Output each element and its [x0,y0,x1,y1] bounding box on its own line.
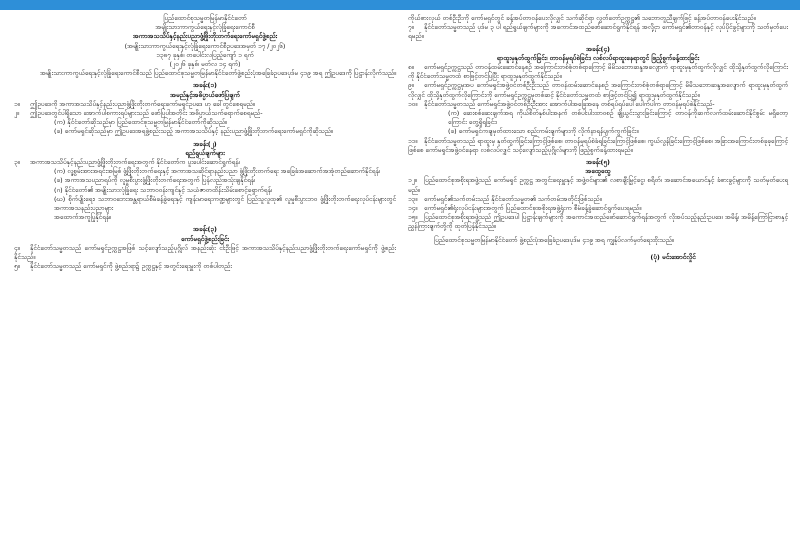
clause-number: ၁၀။ [408,99,418,108]
left-column [14,14,396,271]
chapter-3-heading: အခန်း(၃) [193,225,217,234]
clause-number: ၁။ [14,99,20,108]
clause-9: ၁၀။ နိုင်ငံတော်သမ္မတသည် ကော်မရှင်အဖွဲ့ဝင်တစ်ဦးဦးအား အောက်ပါအခြေအနေ တစ်ရပ်ရပ်ပေါ်ပေါက်ပါက တာဝန်မှရပ်စဲနိုင်သည်- [408,99,715,108]
clause-7: ၈။ ကော်မရှင်ဥက္ကဋ္ဌသည် တာဝန်ထမ်းဆောင်နေစဉ် အကြောင်းတစ်စုံတစ်ရာကြောင့် မိမိသဘောဆန္ဒအလျောက် ရာထူးမှနုတ်ထွက်လိုလျှင် ထိုသို့နုတ်ထွက်လိုကြောင်းကို နိုင်ငံတော်သမ္မတထံ စာဖြင့်တင်ပြပြီး ရာထူးမှနုတ်ထွက်နိုင်သည်။ [408,63,788,81]
chapter-5-subtitle: အထွေထွေ [585,167,611,176]
clause-4: ၄။ နိုင်ငံတော်သမ္မတသည် ကော်မရှင်ဥက္ကဋ္ဌအဖြစ် သင့်လျော်သည့်ပုဂ္ဂိုလ် အနည်းဆုံး ငါးဦးဖြင့် အကာအသသိပ်နှင့်နည်းပညာဖွံ့ဖြိုးတိုးတက်ရေးကော်မရှင်ကို ဖွဲ့စည်းနိုင်သည်။ [14,243,396,262]
clause-6: ၇။ နိုင်ငံတော်သမ္မတသည် ပုဒ်မ ၃ ပါ ရည်ရွယ်ချက်များကို အကောင်အထည်ဖော်ဆောင်ရွက်နိုင်ရန် အလို့ငှာ ကော်မရှင်၏တာဝန်နှင့် လုပ်ပိုင်ခွင့်များကို သတ်မှတ်ပေးရမည်။ [408,23,788,41]
clause-12: ၁၃။ ကော်မရှင်၏သက်တမ်းသည် နိုင်ငံတော်သမ္မတ၏ သက်တမ်းအတိုင်းဖြစ်သည်။ [408,194,602,203]
issuer-line-2: အမျိုးသားကာကွယ်ရေးနှင့်လုံခြုံရေးကောင်စီ [155,23,255,32]
clause-10: ၁၁။ နိုင်ငံတော်သမ္မတသည် ရာထူးမှ နုတ်ထွက်ခြင်းကြောင့်ဖြစ်စေ၊ တာဝန်မှရပ်စဲခံရခြင်းကြောင့်ဖြစ်စေ၊ ကွယ်လွန်ခြင်းကြောင့်ဖြစ်စေ၊ အခြားအကြောင်းတစ်ခုခုကြောင့်ဖြစ်စေ ကော်မရှင်အဖွဲ့ဝင်နေရာ လစ်လပ်လျှင် သင့်လျော်သည့်ပုဂ္ဂိုလ်များကို ဖြည့်စွက်ခန့်ထားရမည်။ [408,136,788,154]
chapter-1-heading: အခန်း(၁) [193,81,217,90]
clause-number: ၁၅။ [408,213,418,222]
document-title: အကာအသသိပ်နှင့်နည်းပညာဖွံ့ဖြိုးတိုးတက်ရေးကော်မရှင်ဖွဲ့စည်း [132,32,278,41]
clause-number: ၅။ [14,262,20,271]
clause-number: ၉။ [408,81,414,90]
clause-11: ၁၂။ ပြည်ထောင်စုအစိုးရအဖွဲ့သည် ကော်မရှင် ဥက္ကဋ္ဌ အတွင်းရေးမှူးနှင့် အဖွဲ့ဝင်များ၏ လစာချီးမြှင့်ငွေ၊ စရိတ်၊ အဆောင်အယောင်နှင့် ခံစားခွင့်များကို သတ်မှတ်ပေးရမည်။ [408,176,788,194]
clause-5: ၅။ နိုင်ငံတော်သမ္မတသည် ကော်မရှင်ကို ဖွဲ့စည်းရာ၌ ဥက္ကဋ္ဌနှင့် အတွင်းရေးမှူးကို တစ်ပါတည်း [14,262,232,271]
chapter-3-subtitle: ကော်မရှင်ဖွဲ့စည်းခြင်း [180,234,230,243]
chapter-2-subtitle: ရည်ရွယ်ချက်များ [185,148,225,157]
sub-clause-a: (က) နိုင်ငံတော်ဆိုသည်မှာ ပြည်ထောင်စုသမ္မတမြန်မာနိုင်ငံတော်ကိုဆိုသည်။ [54,118,227,127]
clause-number: ၂။ [14,109,20,118]
preamble: အမျိုးသားကာကွယ်ရေးနှင့်လုံခြုံရေးကောင်စီသည် ပြည်ထောင်စုသမ္မတမြန်မာနိုင်ငံတော်ဖွဲ့စည်းပုံအခြေခံဥပဒေပုဒ်မ ၄၁၉ အရ ဤဥပဒေကို ပြဋ္ဌာန်းလိုက်သည်။ [40,69,397,78]
clause-2: ၂။ ဤဥပဒေတွင်ပါရှိသော အောက်ပါစကားရပ်များသည် ဖော်ပြပါအတိုင်း အဓိပ္ပာယ်သက်ရောက်စေရမည်- [14,109,263,118]
top-color-bar [0,0,800,10]
continued-text: ကိုယ်စားလှယ် တစ်ဦးဦးကို ကော်မရှင်တွင် ခန့်အပ်တာဝန်ပေးလိုလျှင် သက်ဆိုင်ရာ လွှတ်တော်ဥက္ကဋ္ဌ၏ သဘောတူညီချက်ဖြင့် ခန့်အပ်တာဝန်ပေးနိုင်သည်။ [408,14,756,22]
clause-number: ၁၃။ [408,194,418,203]
date-line: ၁၃၈၇ ခုနှစ်၊ တပေါင်းလပြည့်ကျော် ၁ ရက် [156,50,254,59]
sub-clause-a: (က) လူ့စွမ်းအားအရင်းအမြစ် ဖွံ့ဖြိုးတိုးတက်ရေးနှင့် အကာအသဆိုင်ရာနည်းပညာ ဖွံ့ဖြိုးတိုးတက်ရေး အခြေခံအဆောက်အအုံတည်ဆောက်နိုင်ရန်၊ [54,167,380,176]
chapter-4-heading: အခန်း(၄) [586,44,610,53]
clause-number: ၇။ [408,23,414,32]
clause-number: ၃။ [14,158,20,167]
sub-clause-b: (ခ) ကော်မရှင်ကချမှတ်ထားသော စည်းကမ်းချက်များကို လိုက်နာရန်ပျက်ကွက်ခြင်း။ [448,127,639,136]
sub-clause-d: (ဃ) စိုက်ပျိုးရေး၊ သဘာဝဘေးအန္တရာယ်စီမံခန့်ခွဲရေးနှင့် ကျန်းမာရေးကဏ္ဍများတွင် ပြည်သူလူထု၏ လူမှုစီးပွားဘဝ ဖွံ့ဖြိုးတိုးတက်ရေးလုပ်ငန်းများတွင် အကာအသနည်းပညာများ [54,194,396,213]
sub-clause-e: အထောက်အကူပြုနိုင်ရန်။ [54,213,111,222]
right-column [408,14,788,262]
closing-statement: ပြည်ထောင်စုသမ္မတမြန်မာနိုင်ငံတော် ဖွဲ့စည်းပုံအခြေခံဥပဒေပုဒ်မ ၄၁၉ အရ ကျွန်ုပ်လက်မှတ်ရေးထိုးသည်။ [434,235,674,244]
clause-13: ၁၄။ ကော်မရှင်၏ရုံးလုပ်ငန်းများအတွက် ပြည်ထောင်စုအစိုးရအဖွဲ့ရုံးက စီမံခန့်ခွဲဆောင်ရွက်ပေးရမည်။ [408,204,642,213]
date-line-2: (၂၀၂၆ ခုနှစ်၊ မတ်လ ၁၄ ရက်) [169,60,241,69]
clause-number: ၈။ [408,63,414,72]
chapter-5-heading: အခန်း(၅) [586,158,610,167]
notification-number: (အမျိုးသားကာကွယ်ရေးနှင့်လုံခြုံရေးကောင်စီဥပဒေအမှတ် ၁၇ /၂၀၂၆) [124,41,286,50]
signatory-name: (ပုံ) မင်းအောင်လှိုင် [650,252,696,261]
chapter-1-subtitle: အမည်နှင့်အဓိပ္ပာယ်ဖော်ပြချက် [170,90,240,99]
chapter-4-subtitle: ရာထူးမှနုတ်ထွက်ခြင်း၊ တာဝန်မှရပ်စဲခြင်း၊ လစ်လပ်ရာထူးနေရာတွင် ဖြည့်စွက်ခန့်ထားခြင်း [496,53,700,62]
clause-number: ၄။ [14,243,20,252]
sub-clause-b: (ခ) အကာအသပညာရပ်ကို လူမှုစီးပွားဖွံ့ဖြိုးတိုးတက်ရေးအတွက် ပြန်လည်အသုံးချနိုင်ရန်၊ [54,176,255,185]
clause-3: ၃။ အကာအသသိပ်နှင့်နည်းပညာဖွံ့ဖြိုးတိုးတက်ရေးအတွက် နိုင်ငံတော်က ပူးပေါင်းဆောင်ရွက်ရန်၊ [14,158,240,167]
clause-number: ၁၄။ [408,204,418,213]
sub-clause-c: (ဂ) နိုင်ငံတော်၏ အမျိုးသားလုံခြုံရေး သဘာဝဝန်းကျင်နှင့် သယံဇာတထိန်းသိမ်းစောင့်ရှောက်ရန်၊ [54,185,272,194]
clause-14: ၁၅။ ပြည်ထောင်စုအစိုးရအဖွဲ့သည် ဤဥပဒေပါ ပြဋ္ဌာန်းချက်များကို အကောင်အထည်ဖော်ဆောင်ရွက်ရန်အတွက် လိုအပ်သည့်နည်းဥပဒေ၊ အမိန့်၊ အမိန့်ကြော်ငြာစာနှင့် ညွှန်ကြားချက်တို့ကို ထုတ်ပြန်နိုင်သည်။ [408,213,788,231]
sub-clause-b: (ခ) ကော်မရှင်ဆိုသည်မှာ ဤဥပဒေအရဖွဲ့စည်းသည့် အကာအသသိပ်နှင့် နည်းပညာဖွံ့ဖြိုးတိုးတက်ရေးကော်မရှင်ကိုဆိုသည်။ [54,127,333,136]
clause-number: ၁၂။ [408,176,417,185]
chapter-2-heading: အခန်း(၂) [193,139,217,148]
clause-number: ၁၁။ [408,136,418,145]
clause-1: ၁။ ဤဥပဒေကို အကာအသသိပ်နှင့်နည်းပညာဖွံ့ဖြိုးတိုးတက်ရေးကော်မရှင်ဥပဒေ ဟု ခေါ်တွင်စေရမည်။ [14,99,255,108]
issuer-line-1: ပြည်ထောင်စုသမ္မတမြန်မာနိုင်ငံတော် [163,14,247,22]
sub-clause-a: (က) ဆေးစစ်ဆေးချက်အရ ကိုယ်စိတ်နှစ်ပါးအနက် တစ်ပါးပါးထာဝစဉ် ချို့ယွင်းသွားခြင်းကြောင့် တာဝန်ကိုဆက်လက်ထမ်းဆောင်နိုင်စွမ်း မရှိတော့ကြောင်း တွေ့ရှိရခြင်း၊ [448,109,788,127]
clause-8: ၉။ ကော်မရှင်ဥက္ကဋ္ဌမှအပ ကော်မရှင်အဖွဲ့ဝင်တစ်ဦးဦးသည် တာဝန်ထမ်းဆောင်နေစဉ် အကြောင်းတစ်စုံတစ်ရာကြောင့် မိမိသဘောဆန္ဒအလျောက် ရာထူးမှနုတ်ထွက်လိုလျှင် ထိုသို့နုတ်ထွက်လိုကြောင်းကို ကော်မရှင်ဥက္ကဋ္ဌမှတစ်ဆင့် နိုင်ငံတော်သမ္မတထံ စာဖြင့်တင်ပြ၍ ရာထူးမှနုတ်ထွက်နိုင်သည်။ [408,81,788,99]
